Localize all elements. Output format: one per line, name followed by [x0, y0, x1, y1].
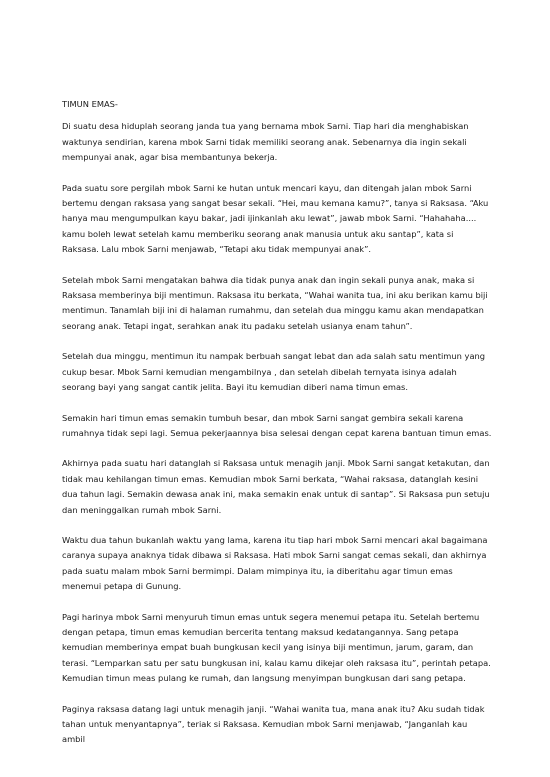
- paragraph-7: Waktu dua tahun bukanlah waktu yang lama, karena itu tiap hari mbok Sarni mencari akal bagaimana caranya supaya anaknya tidak dibawa si Raksasa. Hati mbok Sarni sangat cemas sekali, dan akhirnya pada suatu malam mbok Sarni bermimpi. Dalam mimpinya itu, ia diberitahu agar timun emas menemui petapa di Gunung.: [62, 534, 488, 592]
- paragraph-9: Paginya raksasa datang lagi untuk menagih janji. “Wahai wanita tua, mana anak itu? Aku sudah tidak tahan untuk menyantapnya”, teriak si Raksasa. Kemudian mbok Sarni menjawab, “Janganlah kau ambil: [62, 703, 485, 745]
- paragraph-8: Pagi harinya mbok Sarni menyuruh timun emas untuk segera menemui petapa itu. Setelah bertemu dengan petapa, timun emas kemudian bercerita tentang maksud kedatangannya. Sang petapa kemudian memberinya empat buah bungkusan kecil yang isinya biji mentimun, jarum, garam, dan terasi. “Lemparkan satu per satu bungkusan ini, kalau kamu dikejar oleh raksasa itu”, perintah petapa. Kemudian timun meas pulang ke rumah, dan langsung menyimpan bungkusan dari sang petapa.: [62, 611, 491, 684]
- paragraph-4: Setelah dua minggu, mentimun itu nampak berbuah sangat lebat dan ada salah satu mentimun yang cukup besar. Mbok Sarni kemudian mengambilnya , dan setelah dibelah ternyata isinya adalah seorang bayi yang sangat cantik jelita. Bayi itu kemudian diberi nama timun emas.: [62, 351, 486, 393]
- paragraph-1: Di suatu desa hiduplah seorang janda tua yang bernama mbok Sarni. Tiap hari dia menghabiskan waktunya sendirian, karena mbok Sarni tidak memiliki seorang anak. Sebenarnya dia ingin sekali mempunyai anak, agar bisa membantunya bekerja.: [62, 121, 469, 163]
- document-title: TIMUN EMAS-: [62, 99, 118, 109]
- document-body: [62, 97, 492, 763]
- paragraph-2: Pada suatu sore pergilah mbok Sarni ke hutan untuk mencari kayu, dan ditengah jalan mbok Sarni bertemu dengan raksasa yang sangat besar sekali. “Hei, mau kemana kamu?”, tanya si Raksasa. “Aku hanya mau mengumpulkan kayu bakar, jadi ijinkanlah aku lewat”, jawab mbok Sarni. “Hahahaha.... kamu boleh lewat setelah kamu memberiku seorang anak manusia untuk aku santap”, kata si Raksasa. Lalu mbok Sarni menjawab, “Tetapi aku tidak mempunyai anak”.: [62, 182, 489, 255]
- paragraph-3: Setelah mbok Sarni mengatakan bahwa dia tidak punya anak dan ingin sekali punya anak, maka si Raksasa memberinya biji mentimun. Raksasa itu berkata, “Wahai wanita tua, ini aku berikan kamu biji mentimun. Tanamlah biji ini di halaman rumahmu, dan setelah dua minggu kamu akan mendapatkan seorang anak. Tetapi ingat, serahkan anak itu padaku setelah usianya enam tahun”.: [62, 274, 488, 331]
- paragraph-5: Semakin hari timun emas semakin tumbuh besar, dan mbok Sarni sangat gembira sekali karena rumahnya tidak sepi lagi. Semua pekerjaannya bisa selesai dengan cepat karena bantuan timun emas.: [62, 412, 492, 438]
- paragraph-6: Akhirnya pada suatu hari datanglah si Raksasa untuk menagih janji. Mbok Sarni sangat ketakutan, dan tidak mau kehilangan timun emas. Kemudian mbok Sarni berkata, “Wahai raksasa, datanglah kesini dua tahun lagi. Semakin dewasa anak ini, maka semakin enak untuk di santap”. Si Raksasa pun setuju dan meninggalkan rumah mbok Sarni.: [62, 458, 490, 515]
